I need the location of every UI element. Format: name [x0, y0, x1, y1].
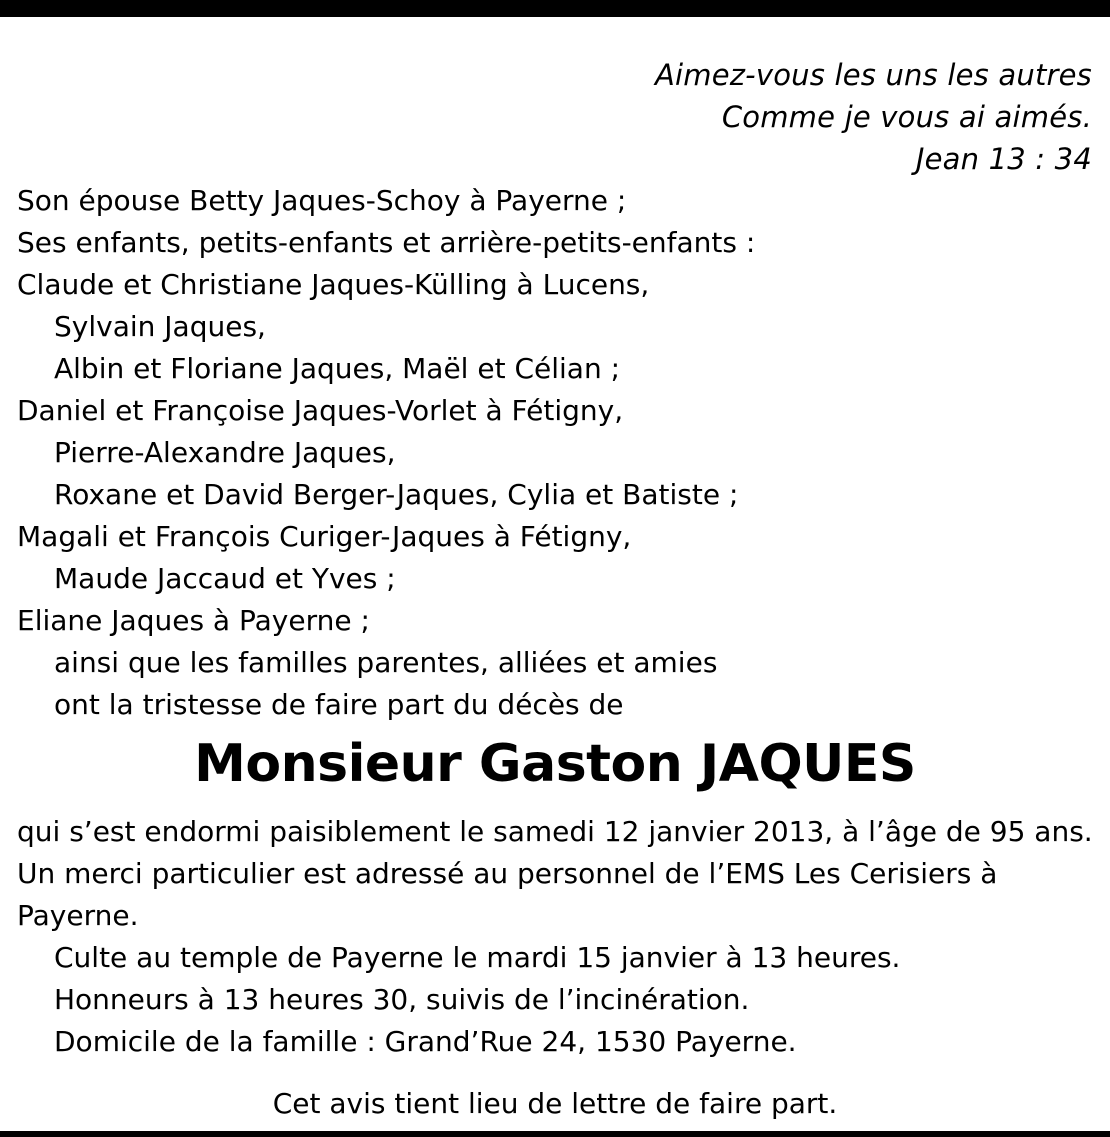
passing-paragraph: qui s’est endormi paisiblement le samedi 12 janvier 2013, à l’âge de 95 ans. Un merci particulier est adressé au personnel de l’EMS Les Cerisiers à Payerne. — [17, 815, 1093, 932]
family-line: ont la tristesse de faire part du décès de — [54, 688, 624, 721]
family-announcement — [17, 180, 1093, 726]
family-line: Roxane et David Berger-Jaques, Cylia et Batiste ; — [54, 478, 739, 511]
family-line: Albin et Floriane Jaques, Maël et Célian ; — [54, 352, 621, 385]
honours-line: Honneurs à 13 heures 30, suivis de l’incinération. — [54, 983, 750, 1016]
epigraph — [655, 54, 1092, 180]
notice-details — [17, 811, 1093, 1063]
ceremony-line: Culte au temple de Payerne le mardi 15 janvier à 13 heures. — [54, 941, 901, 974]
epigraph-line-2: Comme je vous ai aimés. — [721, 100, 1092, 134]
family-line: Maude Jaccaud et Yves ; — [54, 562, 396, 595]
family-line: Daniel et Françoise Jaques-Vorlet à Fétigny, — [17, 394, 624, 427]
family-line: Eliane Jaques à Payerne ; — [17, 604, 370, 637]
epigraph-line-1: Aimez-vous les uns les autres — [654, 58, 1092, 92]
epigraph-reference: Jean 13 : 34 — [915, 142, 1092, 176]
family-line: Magali et François Curiger-Jaques à Fétigny, — [17, 520, 632, 553]
deceased-name: Monsieur Gaston JAQUES — [194, 734, 916, 794]
family-line: Sylvain Jaques, — [54, 310, 266, 343]
bottom-border-rule — [0, 1131, 1110, 1137]
family-line: Son épouse Betty Jaques-Schoy à Payerne ; — [17, 184, 627, 217]
family-line: Ses enfants, petits-enfants et arrière-petits-enfants : — [17, 226, 756, 259]
footer-note: Cet avis tient lieu de lettre de faire part. — [272, 1087, 838, 1120]
family-line: ainsi que les familles parentes, alliées et amies — [54, 646, 718, 679]
family-line: Claude et Christiane Jaques-Külling à Lucens, — [17, 268, 650, 301]
top-border-rule — [0, 0, 1110, 17]
family-address-line: Domicile de la famille : Grand’Rue 24, 1530 Payerne. — [54, 1025, 797, 1058]
family-line: Pierre-Alexandre Jaques, — [54, 436, 396, 469]
